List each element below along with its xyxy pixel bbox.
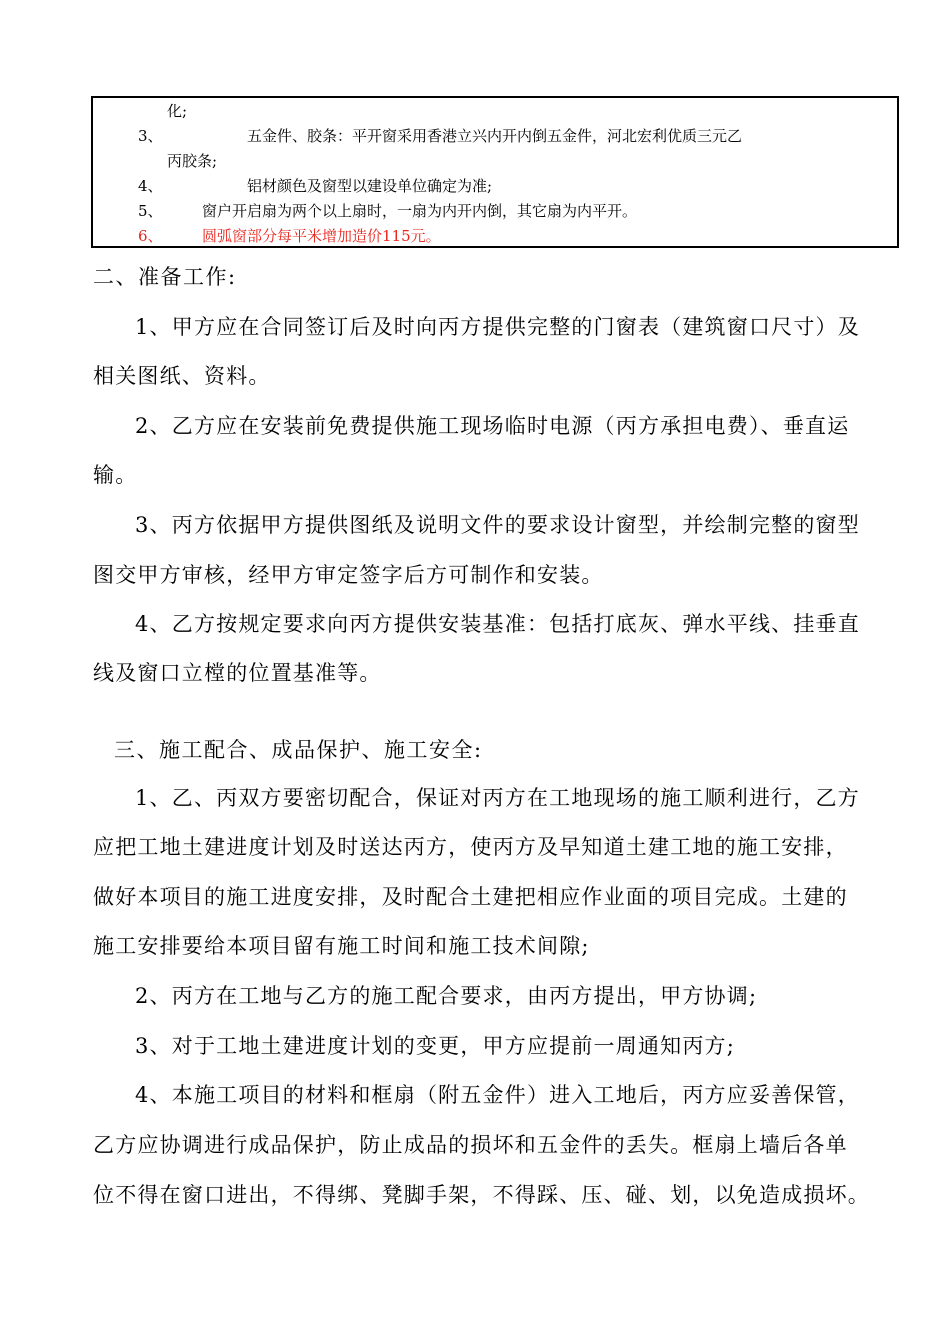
- section2-p4-line1: 4、乙方按规定要求向丙方提供安装基准：包括打底灰、弹水平线、挂垂直: [135, 612, 860, 636]
- section3-p2: 2、丙方在工地与乙方的施工配合要求，由丙方提出，甲方协调;: [135, 984, 758, 1008]
- section3-heading: 三、施工配合、成品保护、施工安全:: [114, 738, 483, 762]
- section2-p3-line2: 图交甲方审核，经甲方审定签字后方可制作和安装。: [93, 563, 604, 587]
- section3-p3: 3、对于工地土建进度计划的变更，甲方应提前一周通知丙方;: [135, 1034, 736, 1058]
- section2-p2-line1: 2、乙方应在安装前免费提供施工现场临时电源（丙方承担电费）、垂直运: [135, 414, 850, 438]
- box-item3-continuation: 丙胶条;: [167, 152, 218, 170]
- box-item3-text: 五金件、胶条：平开窗采用香港立兴内开内倒五金件，河北宏利优质三元乙: [247, 127, 743, 145]
- section2-p1-line1: 1、甲方应在合同签订后及时向丙方提供完整的门窗表（建筑窗口尺寸）及: [135, 315, 860, 339]
- box-line-hua: 化;: [167, 102, 188, 120]
- section3-p1-line3: 做好本项目的施工进度安排，及时配合土建把相应作业面的项目完成。土建的: [93, 885, 848, 909]
- box-item5-text: 窗户开启扇为两个以上扇时，一扇为内开内倒，其它扇为内平开。: [202, 202, 638, 220]
- box-item6-number: 6、: [138, 227, 163, 245]
- section2-p2-line2: 输。: [93, 463, 138, 487]
- section3-p4-line2: 乙方应协调进行成品保护，防止成品的损坏和五金件的丢失。框扇上墙后各单: [93, 1133, 848, 1157]
- box-item5-number: 5、: [138, 202, 163, 220]
- box-item6-text: 圆弧窗部分每平米增加造价115元。: [202, 227, 441, 245]
- section3-p4-line3: 位不得在窗口进出，不得绑、凳脚手架，不得踩、压、碰、划，以免造成损坏。: [93, 1183, 870, 1207]
- section2-p1-line2: 相关图纸、资料。: [93, 364, 271, 388]
- section3-p4-line1: 4、本施工项目的材料和框扇（附五金件）进入工地后，丙方应妥善保管，: [135, 1083, 860, 1107]
- section2-p3-line1: 3、丙方依据甲方提供图纸及说明文件的要求设计窗型，并绘制完整的窗型: [135, 513, 860, 537]
- section3-p1-line2: 应把工地土建进度计划及时送达丙方，使丙方及早知道土建工地的施工安排，: [93, 835, 848, 859]
- section2-heading: 二、准备工作:: [93, 265, 237, 289]
- box-item4-number: 4、: [138, 177, 163, 195]
- box-item3-number: 3、: [138, 127, 163, 145]
- section2-p4-line2: 线及窗口立樘的位置基准等。: [93, 661, 382, 685]
- section3-p1-line1: 1、乙、丙双方要密切配合，保证对丙方在工地现场的施工顺利进行，乙方: [135, 786, 860, 810]
- box-item4-text: 铝材颜色及窗型以建设单位确定为准;: [247, 177, 493, 195]
- section3-p1-line4: 施工安排要给本项目留有施工时间和施工技术间隙;: [93, 934, 590, 958]
